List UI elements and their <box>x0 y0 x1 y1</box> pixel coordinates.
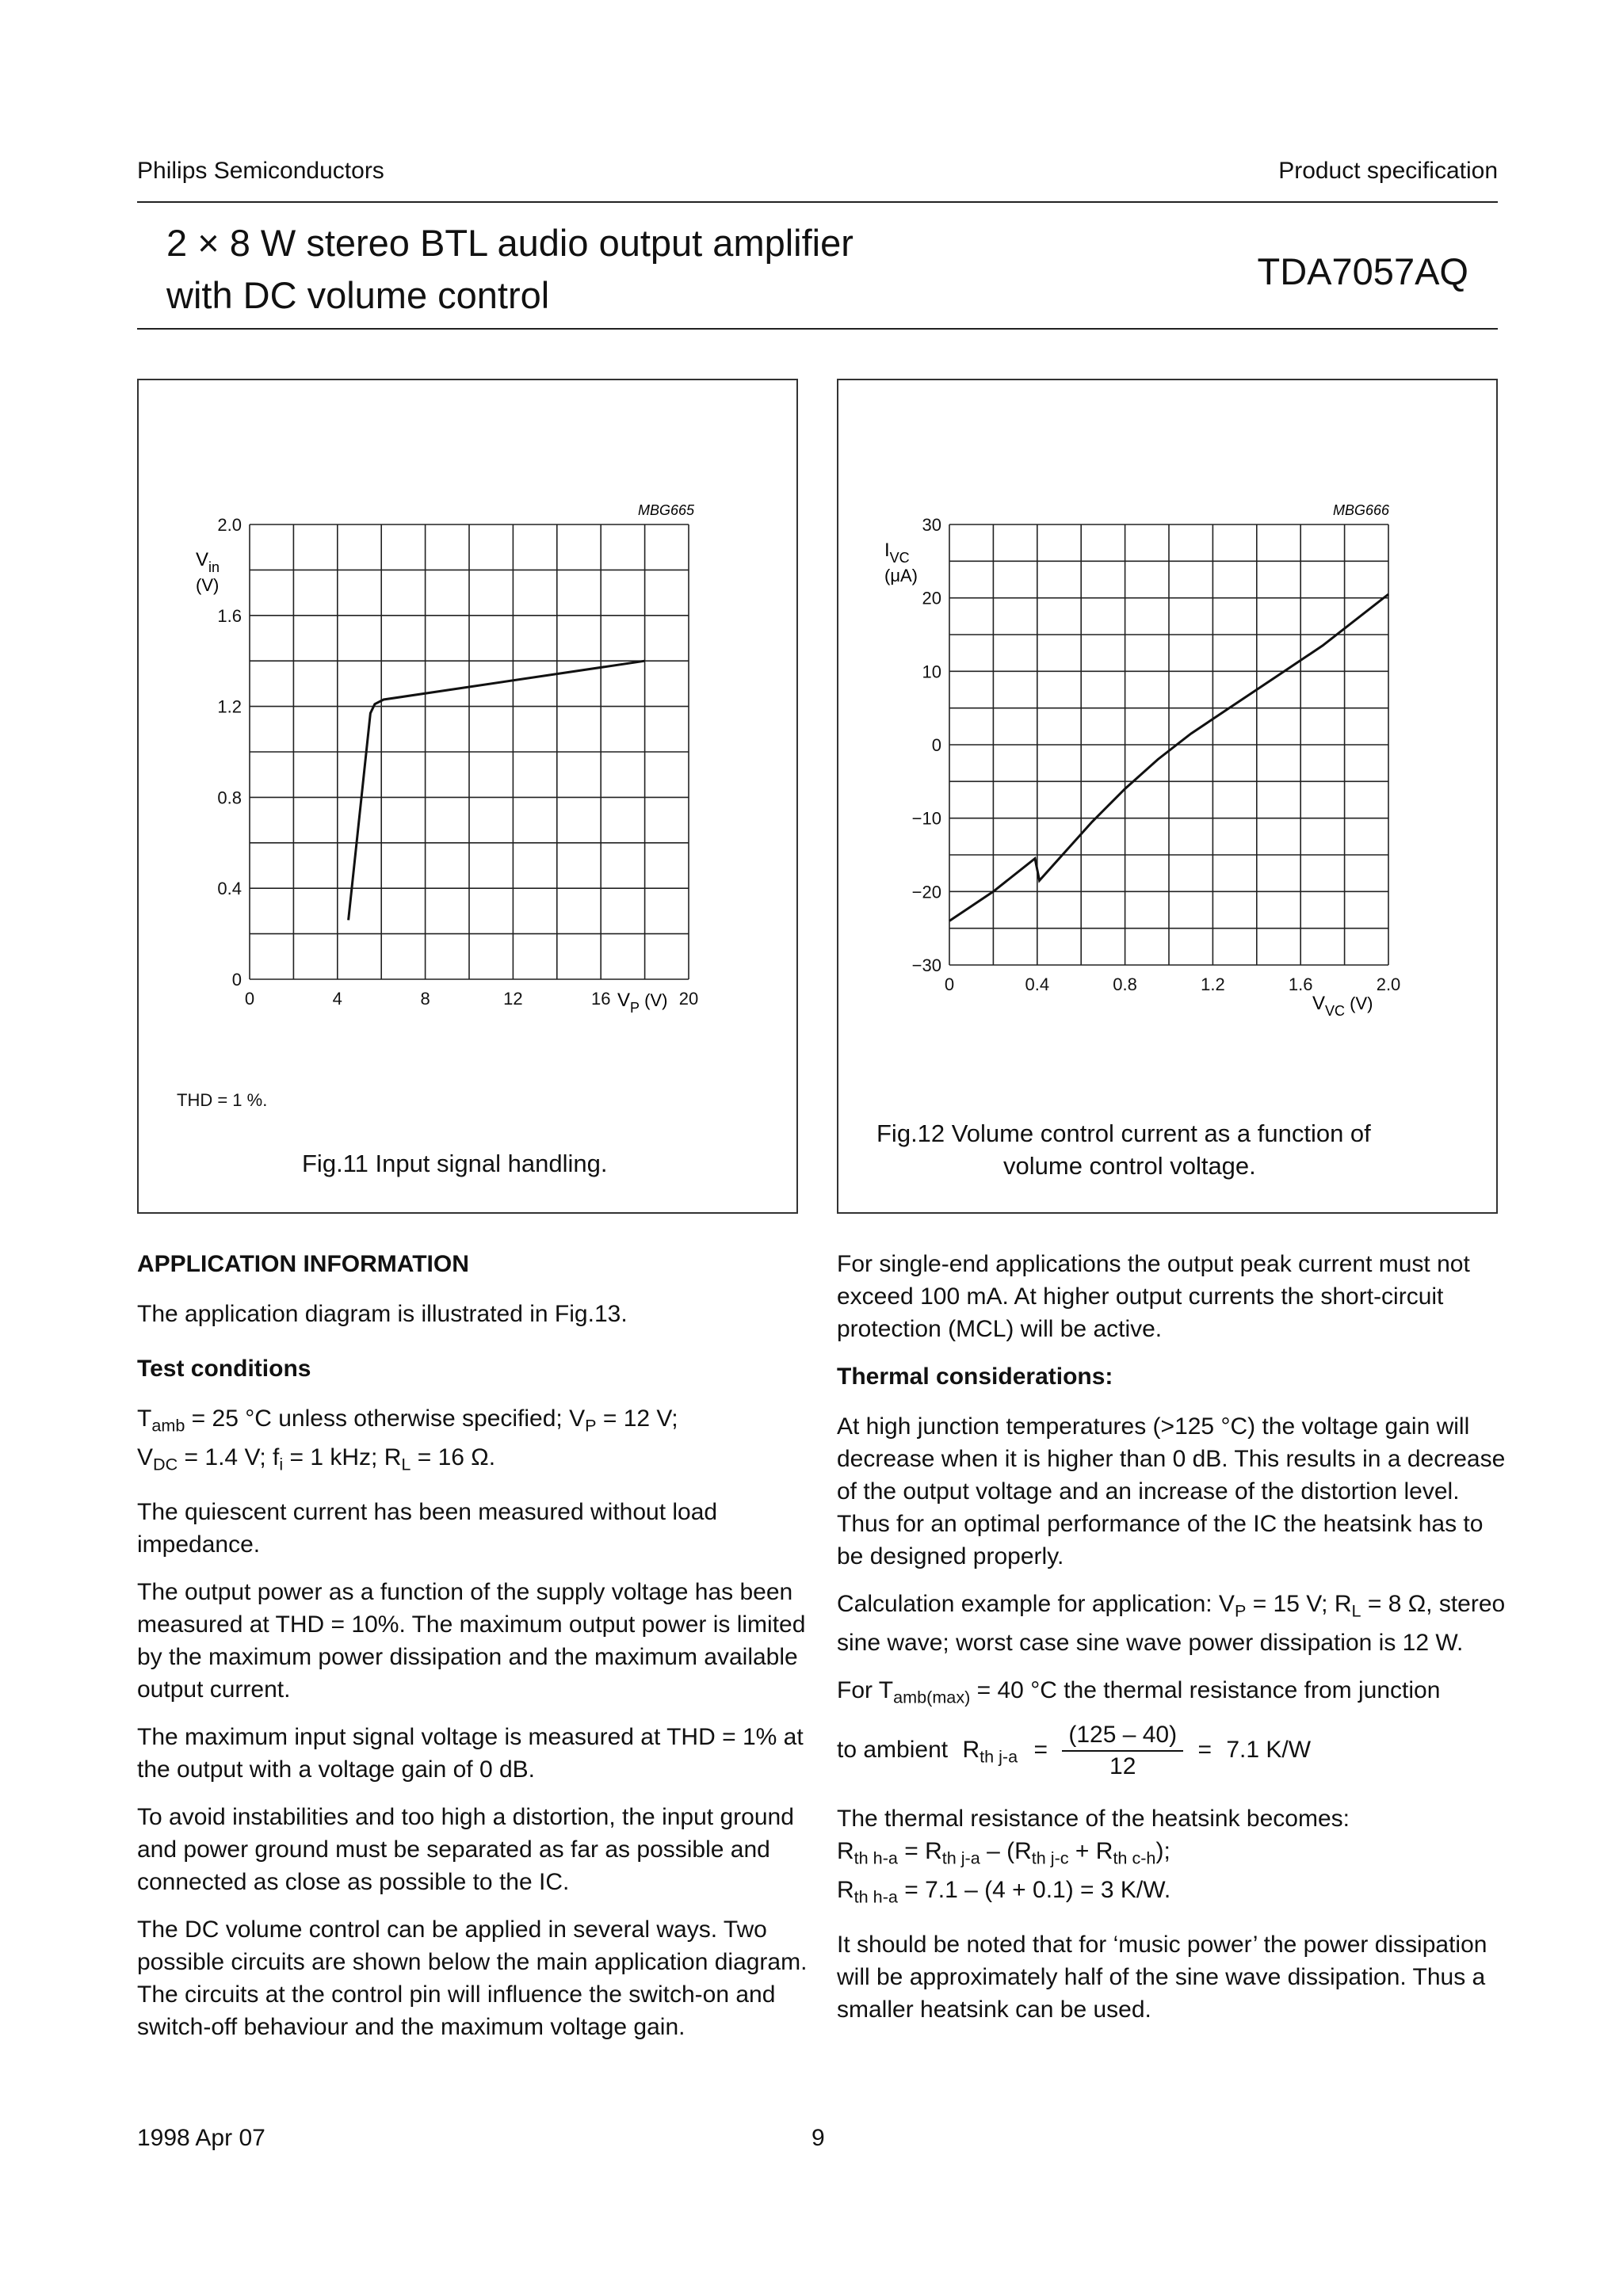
fig12-caption-line-2: volume control voltage. <box>1003 1152 1256 1180</box>
figure-11-chart <box>139 380 796 1212</box>
paragraph-single-end: For single-end applications the output peak current must not exceed 100 mA. At higher output currents the short-circuit protection (MCL) will be active. <box>837 1251 1470 1342</box>
fig11-ytick-label: 2.0 <box>217 515 242 535</box>
fig11-yunit: (V) <box>196 575 220 595</box>
fig11-xtick-label: 12 <box>503 989 523 1009</box>
fig12-yunit: (μA) <box>884 566 918 585</box>
subheading-test-conditions: Test conditions <box>137 1356 311 1382</box>
left-column <box>137 1248 811 2058</box>
section-heading-application-information: APPLICATION INFORMATION <box>137 1251 469 1277</box>
fig12-code: MBG666 <box>1333 502 1390 518</box>
fig11-xtick-label: 8 <box>420 989 430 1009</box>
fig11-ytick-label: 1.6 <box>217 605 242 626</box>
fig11-ytick-label: 0.8 <box>217 788 242 808</box>
fig12-ytick-label: 0 <box>931 735 941 755</box>
fig12-xlabel: $V_{VC}$ (V) <box>1312 993 1373 1019</box>
fig11-xtick-label: 20 <box>678 989 699 1009</box>
footer-date: 1998 Apr 07 <box>137 2125 265 2151</box>
fig11-note: THD = 1 %. <box>177 1090 268 1110</box>
fig11-ytick-label: 0.4 <box>217 879 242 899</box>
equation-fraction: $\frac{(125 - 40)}{12}$ <box>1062 1720 1183 1782</box>
fig12-caption-line-1: Fig.12 Volume control current as a function of <box>876 1119 1371 1147</box>
fig12-ytick-label: −30 <box>911 955 941 975</box>
fig11-ytick-label: 1.2 <box>217 696 242 717</box>
paragraph-for-tamb: For $T_{amb(max)} = 40$ °C the thermal resistance from junction <box>837 1677 1441 1707</box>
figure-11-box <box>137 379 798 1214</box>
fig11-ytick-label: 0 <box>231 970 242 990</box>
fig11-xtick-label: 4 <box>332 989 342 1009</box>
fig11-caption: Fig.11 Input signal handling. <box>302 1150 608 1177</box>
fig11-xlabel: $V_P$ (V) <box>617 990 668 1016</box>
fig12-ytick-label: 30 <box>922 515 941 535</box>
paragraph-dc-volume: The DC volume control can be applied in several ways. Two possible circuits are shown below the main application diagram. The circuits at the control pin will influence the switch-on and switch-off behaviour and the maximum voltage gain. <box>137 1916 808 2040</box>
fig12-ytick-label: 20 <box>922 588 941 608</box>
fig12-xtick-label: 0 <box>944 974 955 994</box>
fig12-xtick-label: 0.8 <box>1113 974 1137 994</box>
fig11-xtick-label: 16 <box>590 989 611 1009</box>
footer-page-number: 9 <box>812 2125 825 2151</box>
fig12-xtick-label: 2.0 <box>1376 974 1401 994</box>
part-number: TDA7057AQ <box>1257 250 1468 292</box>
paragraph-output-power: The output power as a function of the supply voltage has been measured at THD = 10%. The maximum output power is limited by the maximum power dissipation and the maximum available output current. <box>137 1578 806 1703</box>
paragraph-heatsink: The thermal resistance of the heatsink becomes: $R_{th h-a} = R_{th j-a} - (R_{th j-c} + R_{th c-h})$; $R_{th h-a} = 7.1 - (4 + 0.1) = 3$ K/W. <box>837 1805 1350 1907</box>
fig12-xtick-label: 1.2 <box>1201 974 1225 994</box>
subheading-thermal-considerations: Thermal considerations: <box>837 1363 1113 1390</box>
header-rule-top <box>137 201 1498 203</box>
fig12-caption <box>876 1117 1371 1182</box>
equation-rth-ja: to ambient $R_{th j-a}$ = $\frac{(125 - 40)}{12}$ = 7.1 K/W <box>837 1720 1510 1782</box>
paragraph-quiescent: The quiescent current has been measured without load impedance. <box>137 1498 718 1558</box>
company-name: Philips Semiconductors <box>137 158 384 184</box>
fig12-ytick-label: −20 <box>911 882 941 902</box>
figure-12-box <box>837 379 1498 1214</box>
fig12-ylabel: $I_{VC}$ <box>884 540 910 566</box>
figure-12-chart <box>838 380 1496 1212</box>
fig11-ylabel: $V_{in}$ <box>196 549 220 575</box>
title-line-1: 2 × 8 W stereo BTL audio output amplifier <box>166 222 854 264</box>
paragraph-music-power: It should be noted that for ‘music power’ the power dissipation will be approximately half of the sine wave dissipation. Thus a smaller heatsink can be used. <box>837 1931 1487 2023</box>
document-type: Product specification <box>1278 158 1498 184</box>
fig12-ytick-label: 10 <box>922 662 941 682</box>
fig12-xtick-label: 0.4 <box>1025 974 1050 994</box>
paragraph-test-conditions: $T_{amb} = 25$ °C unless otherwise specified; $V_P = 12$ V; $V_{DC} = 1.4$ V; $f_i = 1$ kHz; $R_L = 16$ Ω. <box>137 1405 678 1474</box>
fig12-ytick-label: −10 <box>911 808 941 829</box>
title-line-2: with DC volume control <box>166 274 550 316</box>
fig12-xtick-label: 1.6 <box>1288 974 1313 994</box>
right-column <box>837 1248 1510 2041</box>
paragraph-junction: At high junction temperatures (>125 °C) the voltage gain will decrease when it is higher than 0 dB. This results in a decrease of the output voltage and an increase of the distortion level. Thus for an optimal performance of the IC the heatsink has to be designed properly. <box>837 1413 1506 1569</box>
paragraph-calculation: Calculation example for application: $V_P = 15$ V; $R_L = 8$ Ω, stereo sine wave; worst case sine wave power dissipation is 12 W. <box>837 1591 1506 1657</box>
fig11-code: MBG665 <box>638 502 695 518</box>
fig11-xtick-label: 0 <box>244 989 255 1009</box>
document-title <box>166 217 854 322</box>
paragraph-max-input: The maximum input signal voltage is measured at THD = 1% at the output with a voltage gain of 0 dB. <box>137 1723 804 1783</box>
paragraph-intro: The application diagram is illustrated in Fig.13. <box>137 1301 628 1327</box>
header-rule-bottom <box>137 328 1498 330</box>
paragraph-instabilities: To avoid instabilities and too high a distortion, the input ground and power ground must be separated as far as possible and connected as close as possible to the IC. <box>137 1803 794 1895</box>
